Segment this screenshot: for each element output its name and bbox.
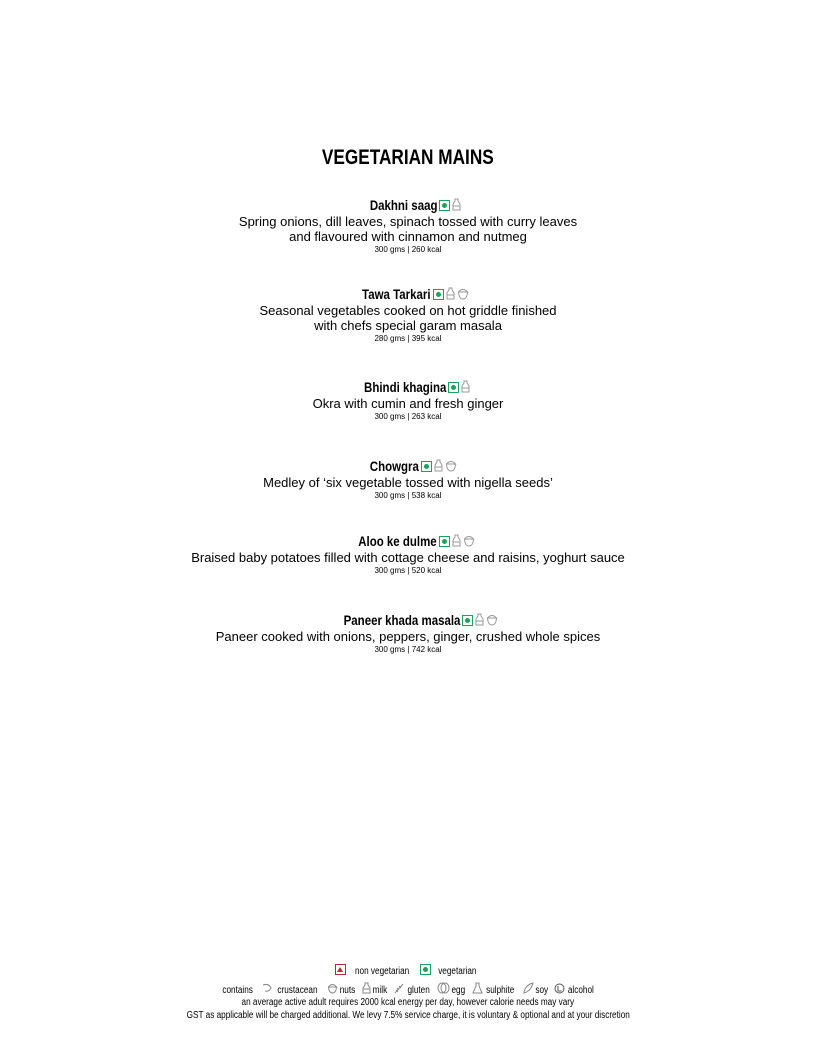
non-vegetarian-icon xyxy=(335,964,346,975)
dish-description: and flavoured with cinnamon and nutmeg xyxy=(289,229,527,244)
dish-description: Medley of ‘six vegetable tossed with nigella seeds’ xyxy=(263,475,553,490)
alcohol-icon xyxy=(554,983,565,994)
milk-icon xyxy=(362,982,371,994)
sulphite-icon xyxy=(472,982,483,994)
soy-label: soy xyxy=(535,985,549,996)
dish-item xyxy=(0,532,816,576)
egg-label: egg xyxy=(451,985,466,996)
dish-portion-calories: 300 gms | 263 kcal xyxy=(374,412,442,421)
dish-name: Aloo ke dulme xyxy=(358,533,437,549)
milk-icon xyxy=(461,380,470,393)
nuts-icon xyxy=(445,459,457,472)
dish-header xyxy=(0,532,816,550)
soy-icon xyxy=(522,982,534,994)
calorie-note: an average active adult requires 2000 kcal energy per day, however calorie needs may vary xyxy=(241,997,575,1008)
dish-item xyxy=(0,196,816,255)
milk-label: milk xyxy=(372,985,387,996)
milk-icon xyxy=(475,613,484,626)
egg-icon xyxy=(437,982,450,994)
vegetarian-icon xyxy=(462,615,473,626)
dish-name: Dakhni saag xyxy=(369,197,438,213)
dish-header xyxy=(0,196,816,214)
diet-legend xyxy=(0,964,816,978)
dish-description: Paneer cooked with onions, peppers, ginger, crushed whole spices xyxy=(215,629,601,644)
milk-icon xyxy=(452,198,461,211)
dish-description: Spring onions, dill leaves, spinach tossed with curry leaves xyxy=(238,214,578,229)
vegetarian-icon xyxy=(433,289,444,300)
veg-label: vegetarian xyxy=(438,966,477,977)
dish-description: Braised baby potatoes filled with cottage cheese and raisins, yoghurt sauce xyxy=(191,550,625,565)
vegetarian-icon xyxy=(448,382,459,393)
dish-name: Chowgra xyxy=(369,458,419,474)
dish-portion-calories: 280 gms | 395 kcal xyxy=(374,334,442,343)
dish-item xyxy=(0,457,816,501)
dish-name: Bhindi khagina xyxy=(363,379,447,395)
dish-description: Seasonal vegetables cooked on hot griddle finished xyxy=(259,303,557,318)
nuts-icon xyxy=(457,287,469,300)
milk-icon xyxy=(446,287,455,300)
dish-header xyxy=(0,457,816,475)
dish-description: Okra with cumin and fresh ginger xyxy=(312,396,504,411)
gluten-label: gluten xyxy=(407,985,430,996)
crustacean-icon xyxy=(261,982,273,994)
dish-portion-calories: 300 gms | 742 kcal xyxy=(374,645,442,654)
dish-name: Paneer khada masala xyxy=(343,612,461,628)
dish-item xyxy=(0,611,816,655)
service-charge-note: GST as applicable will be charged additional. We levy 7.5% service charge, it is voluntary & optional and at your discretion xyxy=(186,1010,630,1021)
page-title: VEGETARIAN MAINS xyxy=(322,146,494,169)
dish-portion-calories: 300 gms | 260 kcal xyxy=(374,245,442,254)
non-veg-label: non vegetarian xyxy=(355,966,410,977)
alcohol-label: alcohol xyxy=(568,985,595,996)
contains-label: contains xyxy=(222,985,254,996)
nuts-label: nuts xyxy=(339,985,356,996)
vegetarian-icon xyxy=(439,536,450,547)
dish-portion-calories: 300 gms | 538 kcal xyxy=(374,491,442,500)
gluten-icon xyxy=(393,982,405,994)
dish-item xyxy=(0,378,816,422)
dish-header xyxy=(0,611,816,629)
nuts-icon xyxy=(327,982,338,994)
dish-item xyxy=(0,285,816,344)
vegetarian-icon xyxy=(420,964,431,975)
dish-header xyxy=(0,285,816,303)
crustacean-label: crustacean xyxy=(277,985,318,996)
nuts-icon xyxy=(486,613,498,626)
nuts-icon xyxy=(463,534,475,547)
milk-icon xyxy=(452,534,461,547)
dish-header xyxy=(0,378,816,396)
dish-name: Tawa Tarkari xyxy=(362,286,431,302)
allergen-legend xyxy=(0,982,816,997)
sulphite-label: sulphite xyxy=(485,985,514,996)
dish-portion-calories: 300 gms | 520 kcal xyxy=(374,566,442,575)
vegetarian-icon xyxy=(421,461,432,472)
vegetarian-icon xyxy=(439,200,450,211)
dish-description: with chefs special garam masala xyxy=(314,318,502,333)
milk-icon xyxy=(434,459,443,472)
